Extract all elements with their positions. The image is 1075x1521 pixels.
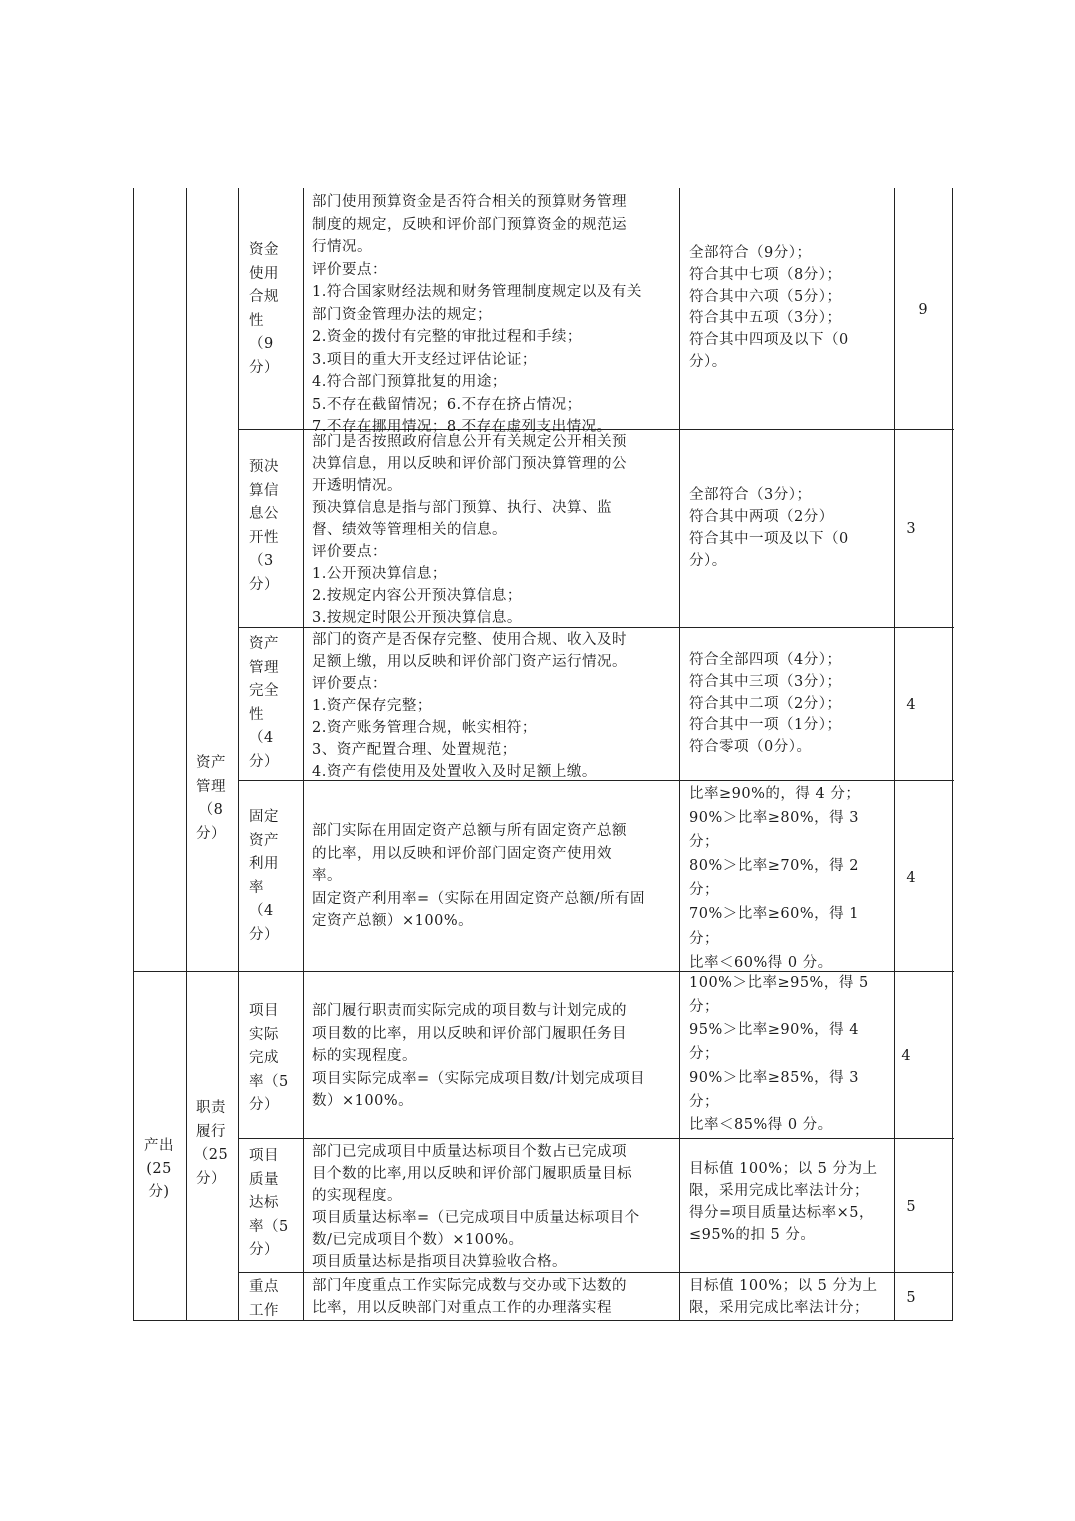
metric-cell: 资产 管理 完全 性 （4 分） xyxy=(249,636,279,770)
col-divider-2 xyxy=(238,188,239,1321)
metric-cell: 重点 工作 xyxy=(249,1279,279,1319)
criteria-cell: 100%＞比率≥95%，得 5 分； 95%＞比率≥90%，得 4 分； 90%＞比率≥85%，得 3 分； 比率＜85%得 0 分。 xyxy=(689,975,869,1134)
level2-duty-label: 职责 履行 （25 分） xyxy=(193,1100,229,1187)
criteria-cell: 全部符合（3分）； 符合其中两项（2分） 符合其中一项及以下（0 分）。 xyxy=(689,487,849,569)
col-divider-1 xyxy=(186,188,187,1321)
criteria-cell: 符合全部四项（4分）； 符合其中三项（3分）； 符合其中二项（2分）； 符合其中一项（1分）； 符合零项（0分）。 xyxy=(689,652,842,756)
score-cell: 3 xyxy=(906,521,916,537)
score-cell: 5 xyxy=(906,1290,916,1306)
score-cell: 4 xyxy=(906,697,916,713)
description-cell: 部门的资产是否保存完整、使用合规、收入及时 足额上缴，用以反映和评价部门资产运行情况。 评价要点： 1.资产保存完整； 2.资产账务管理合规，帐实相符； 3、资产配置合理、处置规范； 4.资产有偿使用及处置收入及时足额上缴。 xyxy=(312,632,627,780)
col-divider-4 xyxy=(679,188,680,1321)
description-cell: 部门年度重点工作实际完成数与交办或下达数的 比率，用以反映部门对重点工作的办理落实程 xyxy=(312,1278,627,1316)
criteria-cell: 全部符合（9分）； 符合其中七项（8分）； 符合其中六项（5分）； 符合其中五项（3分）； 符合其中四项及以下（0 分）。 xyxy=(689,245,849,370)
score-cell: 5 xyxy=(906,1199,916,1215)
metric-cell: 项目 实际 完成 率（5 分） xyxy=(249,1003,289,1114)
description-cell: 部门实际在用固定资产总额与所有固定资产总额 的比率，用以反映和评价部门固定资产使用效 率。 固定资产利用率=（实际在用固定资产总额/所有固 定资产总额）×100%。 xyxy=(312,823,646,929)
col-divider-3 xyxy=(303,188,304,1321)
score-cell: 9 xyxy=(918,302,928,318)
metric-cell: 固定 资产 利用 率 （4 分） xyxy=(249,809,279,943)
metric-cell: 项目 质量 达标 率（5 分） xyxy=(249,1148,289,1259)
criteria-cell: 目标值 100%；以 5 分为上 限，采用完成比率法计分； 得分=项目质量达标率×5， ≤95%的扣 5 分。 xyxy=(689,1161,878,1243)
level2-asset-management-label: 资产 管理 （8 分） xyxy=(196,755,226,842)
metric-cell: 资金 使用 合规 性 （9 分） xyxy=(249,242,279,376)
metric-cell: 预决 算信 息公 开性 （3 分） xyxy=(249,459,279,593)
description-cell: 部门使用预算资金是否符合相关的预算财务管理 制度的规定，反映和评价部门预算资金的规范运 行情况。 评价要点： 1.符合国家财经法规和财务管理制度规定以及有关 部门资金管理办法的规定； 2.资金的拨付有完整的审批过程和手续； 3.项目的重大开支经过评估论证； 4.符合部门预算批复的用途； 5.不存在截留情况；6.不存在挤占情况； 7.不存在挪用情况；8.不存在虚列支出情况。 xyxy=(312,194,642,435)
level1-output-label: 产出 (25 分) xyxy=(144,1138,174,1200)
score-cell: 4 xyxy=(901,1048,911,1064)
col-divider-5 xyxy=(894,188,895,1321)
criteria-cell: 目标值 100%；以 5 分为上 限，采用完成比率法计分； xyxy=(689,1278,878,1316)
row-divider xyxy=(238,1138,954,1139)
description-cell: 部门已完成项目中质量达标项目个数占已完成项 目个数的比率,用以反映和评价部门履职质量目标 的实现程度。 项目质量达标率=（已完成项目中质量达标项目个 数/已完成项目个数）×100%。 项目质量达标是指项目决算验收合格。 xyxy=(312,1144,640,1270)
criteria-cell: 比率≥90%的，得 4 分； 90%＞比率≥80%，得 3 分； 80%＞比率≥70%，得 2 分； 70%＞比率≥60%，得 1 分； 比率＜60%得 0 分。 xyxy=(689,786,861,971)
description-cell: 部门履行职责而实际完成的项目数与计划完成的 项目数的比率，用以反映和评价部门履职任务目 标的实现程度。 项目实际完成率=（实际完成项目数/计划完成项目 数）×100%。 xyxy=(312,1003,646,1109)
score-cell: 4 xyxy=(906,870,916,886)
description-cell: 部门是否按照政府信息公开有关规定公开相关预 决算信息，用以反映和评价部门预决算管理的公 开透明情况。 预决算信息是指与部门预算、执行、决算、监 督、绩效等管理相关的信息。 评价要点： 1.公开预决算信息； 2.按规定内容公开预决算信息； 3.按规定时限公开预决算信息。 xyxy=(312,434,627,626)
